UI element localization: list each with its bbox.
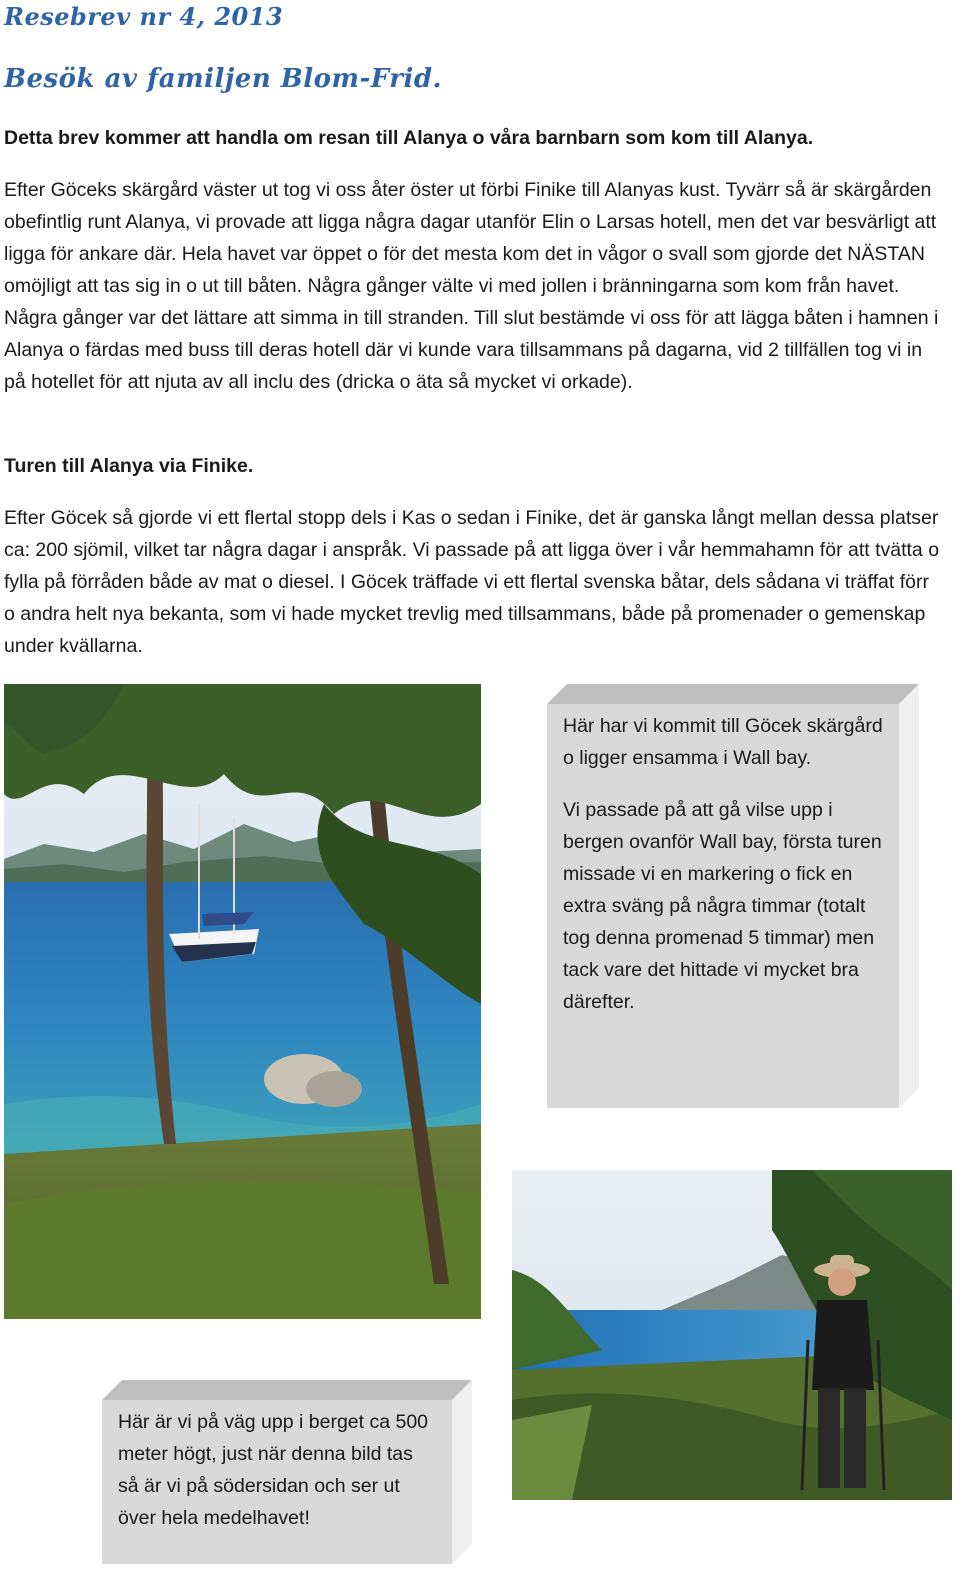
caption-text-1: Här har vi kommit till Göcek skärgård o ligger ensamma i Wall bay. <box>563 715 883 769</box>
letter-subtitle: Besök av familjen Blom-Frid. <box>4 64 443 94</box>
section-heading: Turen till Alanya via Finike. <box>4 455 254 477</box>
caption-box-wall-bay <box>547 704 899 1108</box>
sailboat-bay-image <box>4 684 481 1319</box>
caption-text-3: Här är vi på väg upp i berget ca 500 meter högt, just när denna bild tas så är vi på södersidan och ser ut över hela medelhavet! <box>118 1411 429 1529</box>
caption-box-hiking <box>102 1400 452 1564</box>
photo-wall-bay-sailboat <box>4 684 481 1319</box>
photo-hiker-mountain <box>512 1170 952 1500</box>
letter-title: Resebrev nr 4, 2013 <box>4 2 284 31</box>
body-paragraph-2: Efter Göcek så gjorde vi ett flertal stopp dels i Kas o sedan i Finike, det är ganska långt mellan dessa platser ca: 200 sjömil, vilket tar några dagar i anspråk. Vi passade på att ligga över i vår hemmahamn för att tvätta o fylla på förråden både av mat o diesel. I Göcek träffade vi ett flertal svenska båtar, dels sådana vi träffat förr o andra helt nya bekanta, som vi hade mycket trevlig med tillsammans, både på promenader o gemenskap under kvällarna. <box>4 507 940 657</box>
intro-paragraph: Detta brev kommer att handla om resan till Alanya o våra barnbarn som kom till Alanya. <box>4 127 814 149</box>
body-paragraph-1: Efter Göceks skärgård väster ut tog vi oss åter öster ut förbi Finike till Alanyas kust. Tyvärr så är skärgården obefintlig runt Alanya, vi provade att ligga några dagar utanför Elin o Larsas hotell, men det var besvärligt att ligga för ankare där. Hela havet var öppet o för det mesta kom det in vågor o svall som gjorde det NÄSTAN omöjligt att tas sig in o ut till båten. Några gånger välte vi med jollen i bränningarna som kom från havet. Några gånger var det lättare att simma in till stranden. Till slut bestämde vi oss för att lägga båten i hamnen i Alanya o färdas med buss till deras hotell där vi kunde vara tillsammans på dagarna, vid 2 tillfällen tog vi in på hotellet för att njuta av all inclu des (dricka o äta så mycket vi orkade). <box>4 179 939 393</box>
hiker-view-image <box>512 1170 952 1500</box>
caption-text-2: Vi passade på att gå vilse upp i bergen ovanför Wall bay, första turen missade vi en markering o fick en extra sväng på några timmar (totalt tog denna promenad 5 timmar) men tack vare det hittade vi mycket bra därefter. <box>563 799 882 1013</box>
